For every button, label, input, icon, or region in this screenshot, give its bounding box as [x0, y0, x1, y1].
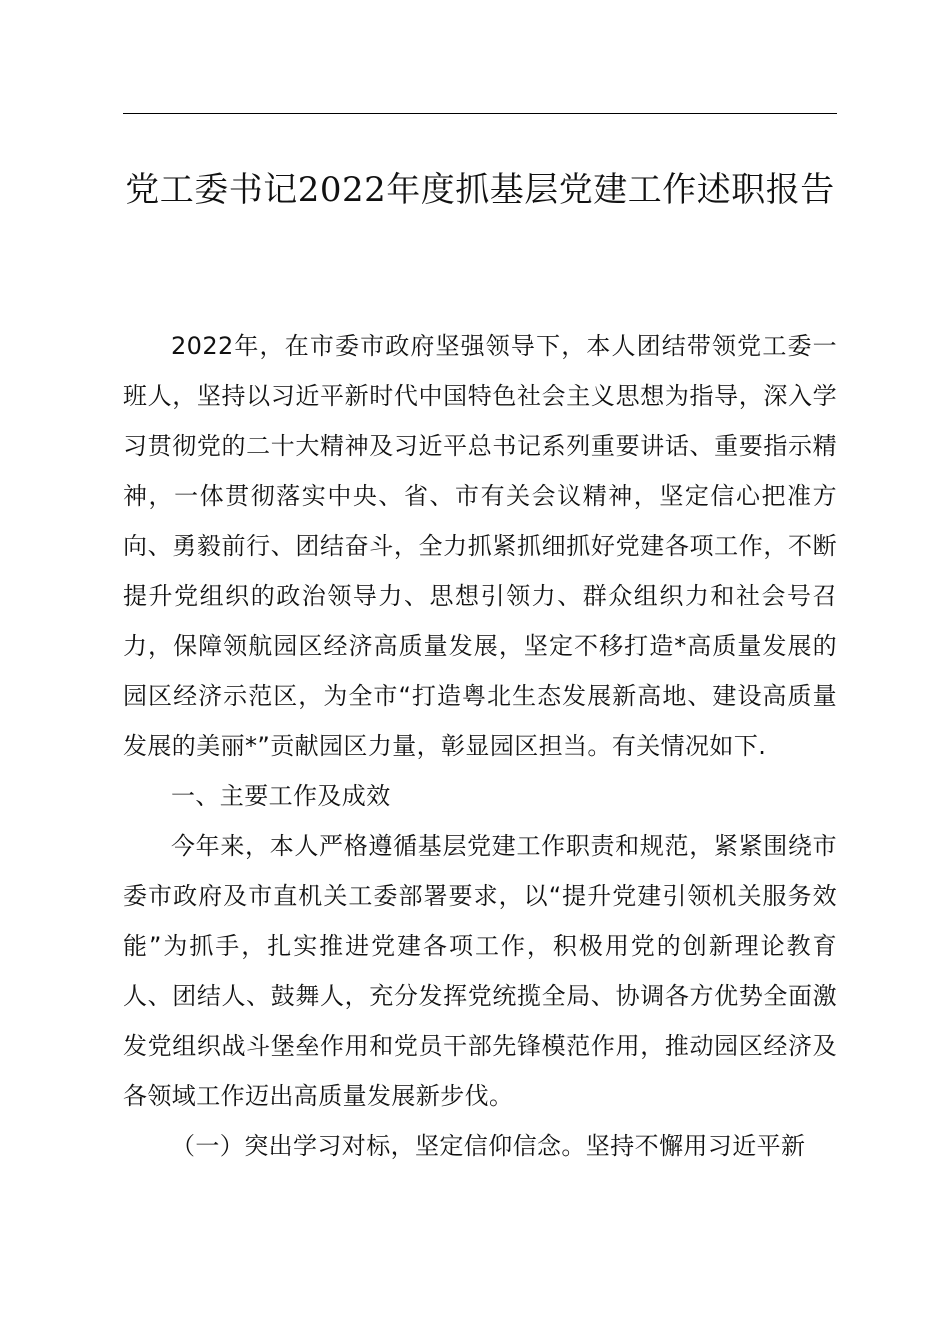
subsection-paragraph: （一）突出学习对标，坚定信仰信念。坚持不懈用习近平新	[171, 1132, 806, 1160]
document-title: 党工委书记2022年度抓基层党建工作述职报告	[125, 170, 835, 210]
header-rule	[123, 113, 837, 114]
intro-paragraph: 2022年，在市委市政府坚强领导下，本人团结带领党工委一班人，坚持以习近平新时代中国特色社会主义思想为指导，深入学习贯彻党的二十大精神及习近平总书记系列重要讲话、重要指示精神，一体贯彻落实中央、省、市有关会议精神，坚定信心把准方向、勇毅前行、团结奋斗，全力抓紧抓细抓好党建各项工作，不断提升党组织的政治领导力、思想引领力、群众组织力和社会号召力，保障领航园区经济高质量发展，坚定不移打造*高质量发展的园区经济示范区，为全市“打造粤北生态发展新高地、建设高质量发展的美丽*”贡献园区力量，彰显园区担当。有关情况如下.	[123, 332, 837, 760]
document-body	[123, 321, 837, 1171]
section-paragraph: 今年来，本人严格遵循基层党建工作职责和规范，紧紧围绕市委市政府及市直机关工委部署要求，以“提升党建引领机关服务效能”为抓手，扎实推进党建各项工作，积极用党的创新理论教育人、团结人、鼓舞人，充分发挥党统揽全局、协调各方优势全面激发党组织战斗堡垒作用和党员干部先锋模范作用，推动园区经济及各领域工作迈出高质量发展新步伐。	[123, 832, 837, 1110]
section-heading: 一、主要工作及成效	[171, 782, 391, 810]
